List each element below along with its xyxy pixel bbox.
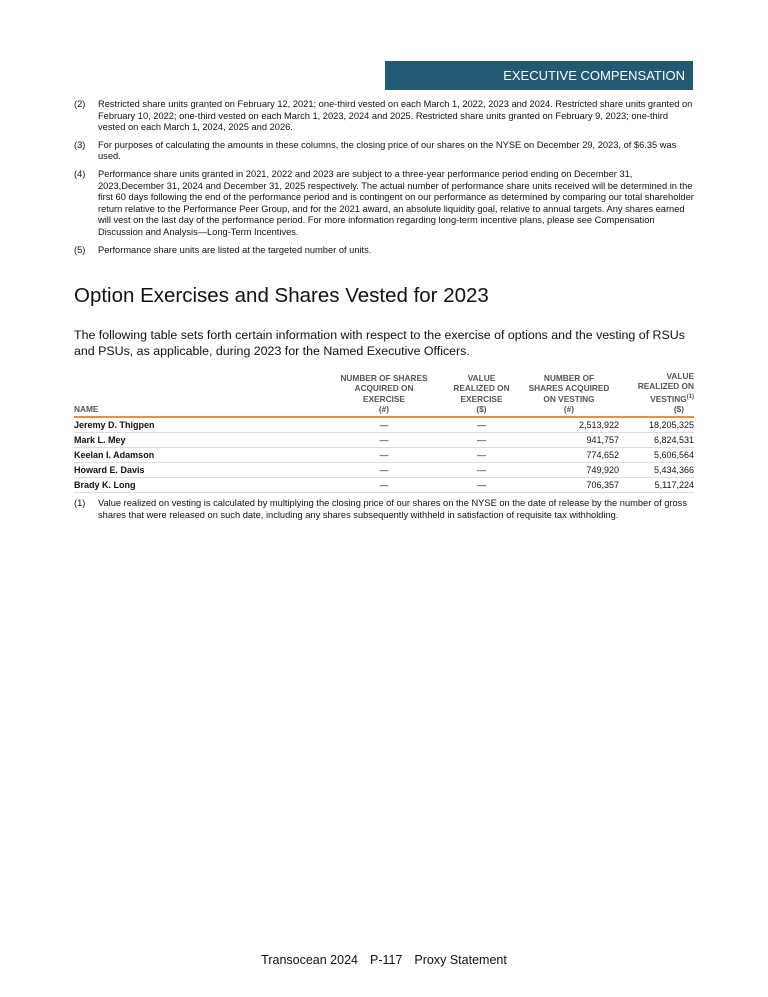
- header-exercise-value: VALUE REALIZED ON EXERCISE ($): [444, 371, 519, 417]
- cell-exercise-value: —: [444, 478, 519, 493]
- cell-name: Keelan I. Adamson: [74, 448, 324, 463]
- footnote-text: Performance share units granted in 2021, 2022 and 2023 are subject to a three-year performance period ending on December 31, 2023,December 31, 2024 and December 31, 2025 respectively. The actual number of performance share units received will be determined in the first 60 days following the end of the performance period and is contingent on our performance as determined by comparing our total shareholder return relative to the Performance Peer Group, and for the 2021 award, an absolute liquidity goal, relative to annual targets. Any shares earned will vest on the last day of the performance period. For more information regarding long-term incentive plans, please see Compensation Discussion and Analysis—Long-Term Incentives.: [98, 168, 694, 237]
- footnote-number: (4): [74, 168, 86, 179]
- cell-vesting-shares: 774,652: [519, 448, 619, 463]
- footer-company: Transocean 2024: [261, 953, 358, 967]
- cell-vesting-value: 18,205,325: [619, 417, 694, 433]
- footnote-number: (3): [74, 139, 86, 150]
- cell-exercise-shares: —: [324, 433, 444, 448]
- footnote-text: Performance share units are listed at the targeted number of units.: [98, 244, 372, 255]
- section-intro: The following table sets forth certain information with respect to the exercise of options and the vesting of RSUs and PSUs, as applicable, during 2023 for the Named Executive Officers.: [74, 328, 685, 358]
- footnotes: [74, 99, 694, 262]
- footnote-text: Value realized on vesting is calculated by multiplying the closing price of our shares on the NYSE on the date of release by the number of gross shares that were released on such date, including any shares subsequently withheld in satisfaction of requisite tax withholding.: [98, 498, 687, 520]
- cell-exercise-shares: —: [324, 463, 444, 478]
- header-vesting-value: VALUE REALIZED ON VESTING$^{(1)}$ ($): [619, 371, 694, 417]
- cell-vesting-value: 6,824,531: [619, 433, 694, 448]
- page-number: P-117: [369, 953, 403, 967]
- footnote-number: (2): [74, 99, 86, 109]
- cell-vesting-shares: 706,357: [519, 478, 619, 493]
- cell-exercise-value: —: [444, 463, 519, 478]
- table-row: [74, 433, 694, 448]
- cell-name: Jeremy D. Thigpen: [74, 417, 324, 433]
- cell-exercise-value: —: [444, 448, 519, 463]
- cell-vesting-shares: 2,513,922: [519, 417, 619, 433]
- table-footnote: [74, 498, 694, 521]
- header-vesting-shares: NUMBER OF SHARES ACQUIRED ON VESTING (#): [519, 371, 619, 417]
- table-header-row: [74, 371, 694, 417]
- cell-vesting-value: 5,606,564: [619, 448, 694, 463]
- cell-exercise-shares: —: [324, 478, 444, 493]
- footnote-number: (5): [74, 244, 86, 255]
- cell-exercise-shares: —: [324, 417, 444, 433]
- cell-vesting-shares: 749,920: [519, 463, 619, 478]
- footnote-2: [74, 99, 694, 134]
- footnote-text: For purposes of calculating the amounts in these columns, the closing price of our shares on the NYSE on December 29, 2023, of $6.35 was used.: [98, 139, 677, 162]
- cell-exercise-shares: —: [324, 448, 444, 463]
- cell-vesting-value: 5,117,224: [619, 478, 694, 493]
- table-row: [74, 463, 694, 478]
- cell-exercise-value: —: [444, 433, 519, 448]
- section-banner: EXECUTIVE COMPENSATION: [385, 61, 693, 90]
- table-row: [74, 448, 694, 463]
- cell-vesting-value: 5,434,366: [619, 463, 694, 478]
- footnote-5: [74, 245, 694, 257]
- option-exercises-table: [74, 371, 694, 493]
- header-exercise-shares: NUMBER OF SHARES ACQUIRED ON EXERCISE (#): [324, 371, 444, 417]
- footnote-4: [74, 169, 694, 239]
- cell-name: Brady K. Long: [74, 478, 324, 493]
- footnote-text: Restricted share units granted on February 12, 2021; one-third vested on each March 1, 2022, 2023 and 2024. Restricted share units granted on February 10, 2022; one-third vested on each March 1, 2023, 2024 and 2025. Restricted share units granted on February 9, 2023; one-third vested on each March 1, 2024, 2025 and 2026.: [98, 99, 693, 133]
- cell-name: Mark L. Mey: [74, 433, 324, 448]
- footer-document: Proxy Statement: [414, 953, 507, 967]
- table-row: [74, 478, 694, 493]
- section-title: Option Exercises and Shares Vested for 2023: [74, 284, 489, 307]
- cell-name: Howard E. Davis: [74, 463, 324, 478]
- page-footer: [0, 953, 768, 967]
- header-name: NAME: [74, 371, 324, 417]
- footnote-number: (1): [74, 498, 86, 508]
- footnote-3: [74, 140, 694, 163]
- cell-exercise-value: —: [444, 417, 519, 433]
- cell-vesting-shares: 941,757: [519, 433, 619, 448]
- table-row: [74, 417, 694, 433]
